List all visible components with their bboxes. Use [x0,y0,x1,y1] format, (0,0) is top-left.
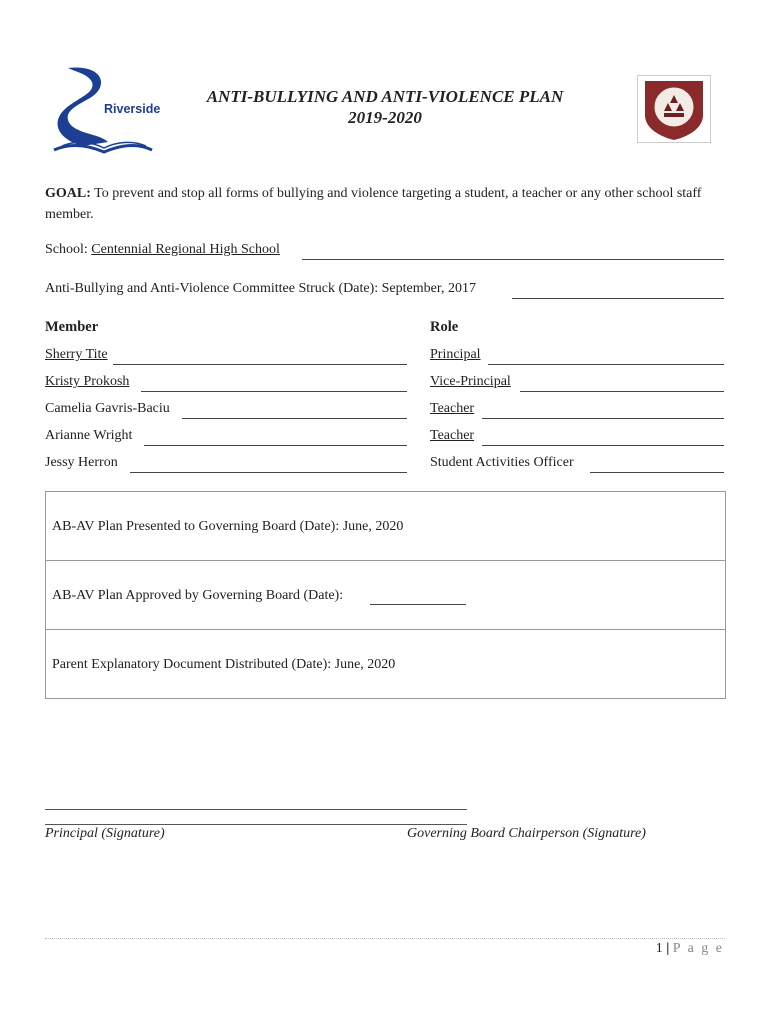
member-blank-line [144,433,407,446]
role-blank-line [488,352,724,365]
member-name: Kristy Prokosh [45,374,130,389]
member-blank-line [141,379,407,392]
member-blank-line [130,460,407,473]
plan-presented-row [46,492,725,561]
role-header: Role [430,319,459,335]
page-title [160,86,610,128]
plan-approved-text: AB-AV Plan Approved by Governing Board (Date): [52,588,344,603]
member-role [430,428,474,444]
school-field [45,242,280,258]
footer-divider [45,938,725,939]
signature-line-upper [45,809,467,810]
member-name: Jessy Herron [45,455,118,470]
member-role [430,347,481,363]
page-number-value: 1 [655,941,663,956]
member-blank-line [182,406,407,419]
member-row [45,401,170,417]
member-name: Camelia Gavris-Baciu [45,401,170,416]
plan-status-table [45,491,726,699]
role-name: Vice-Principal [430,374,511,389]
school-crest [637,75,711,143]
role-blank-line [590,460,724,473]
member-name: Sherry Tite [45,347,108,362]
title-line-2: 2019-2020 [348,108,422,127]
plan-presented-text: AB-AV Plan Presented to Governing Board (Date): June, 2020 [52,519,404,534]
school-blank-line [302,247,724,260]
plan-approved-row [46,561,725,630]
member-role [430,455,574,471]
role-blank-line [520,379,724,392]
riverside-logo-text: Riverside [104,102,161,116]
role-name: Student Activities Officer [430,455,574,470]
committee-blank-line [512,286,724,299]
member-header: Member [45,319,99,335]
member-role [430,374,511,390]
plan-distributed-text: Parent Explanatory Document Distributed (Date): June, 2020 [52,657,396,672]
signature-line-lower [45,824,467,825]
school-value: Centennial Regional High School [91,242,280,257]
chair-signature-label: Governing Board Chairperson (Signature) [407,826,646,841]
member-name: Arianne Wright [45,428,133,443]
role-name: Principal [430,347,481,362]
crest-shield-icon [637,75,711,143]
plan-approved-blank-line [370,592,466,605]
principal-signature-label: Principal (Signature) [45,826,165,841]
page-word: P a g e [672,941,724,956]
committee-field [45,281,476,297]
page-number [656,941,724,957]
riverside-logo [48,64,168,154]
member-row [45,374,129,390]
plan-distributed-row [46,630,725,697]
member-blank-line [113,352,407,365]
goal-label: GOAL: [45,186,91,201]
title-line-1: ANTI-BULLYING AND ANTI-VIOLENCE PLAN [206,87,564,106]
member-row [45,347,108,363]
role-blank-line [482,433,724,446]
role-blank-line [482,406,724,419]
goal-text: To prevent and stop all forms of bullying and violence targeting a student, a teacher or any other school staff member. [45,186,702,222]
member-row [45,428,132,444]
member-role [430,401,474,417]
role-name: Teacher [430,428,475,443]
role-name: Teacher [430,401,475,416]
page-separator: | [666,941,670,956]
committee-label: Anti-Bullying and Anti-Violence Committee Struck (Date): September, 2017 [45,281,476,296]
school-label: School: [45,242,92,257]
goal-paragraph [45,183,727,225]
member-row [45,455,118,471]
